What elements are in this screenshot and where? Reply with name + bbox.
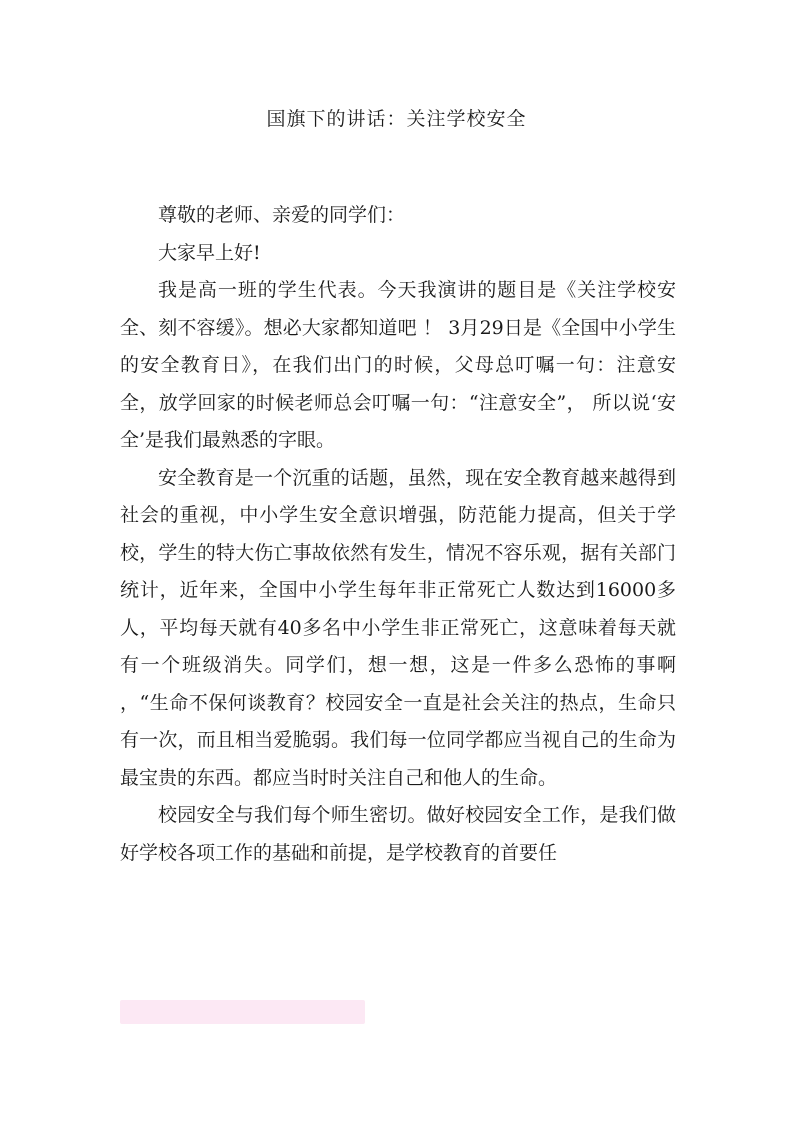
faded-watermark [120,1000,365,1024]
paragraph-salutation: 尊敬的老师、亲爱的同学们： [158,204,406,226]
paragraph-campus-safety: 校园安全与我们每个师生密切。做好校园安全工作，是我们做好学校各项工作的基础和前提，是学校教育的首要任 [120,804,676,864]
paragraph-greeting: 大家早上好! [158,241,261,264]
paragraph-introduction: 我是高一班的学生代表。今天我演讲的题目是《关注学校安全、刻不容缓》。想必大家都知道吧 ！ 3月29日是《全国中小学生的安全教育日》，在我们出门的时候，父母总叮嘱一句：注意安全，放学回家的时候老师总会叮嘱一句：“注意安全”， 所以说‘安全’是我们最熟悉的字眼。 [120,279,676,451]
document-title: 国旗下的讲话：关注学校安全 [266,108,527,130]
document-body [120,197,676,872]
paragraph-safety-education: 安全教育是一个沉重的话题，虽然，现在安全教育越来越得到社会的重视，中小学生安全意识增强，防范能力提高，但关于学校，学生的特大伤亡事故依然有发生，情况不容乐观，据有关部门统计，近年来，全国中小学生每年非正常死亡人数达到16000多人，平均每天就有40多名中小学生非正常死亡，这意味着每天就有一个班级消失。同学们，想一想，这是一件多么恐怖的事啊 ，“生命不保何谈教育？校园安全一直是社会关注的热点，生命只有一次，而且相当爱脆弱。我们每一位同学都应当视自己的生命为最宝贵的东西。都应当时时关注自己和他人的生命。 [120,466,676,789]
